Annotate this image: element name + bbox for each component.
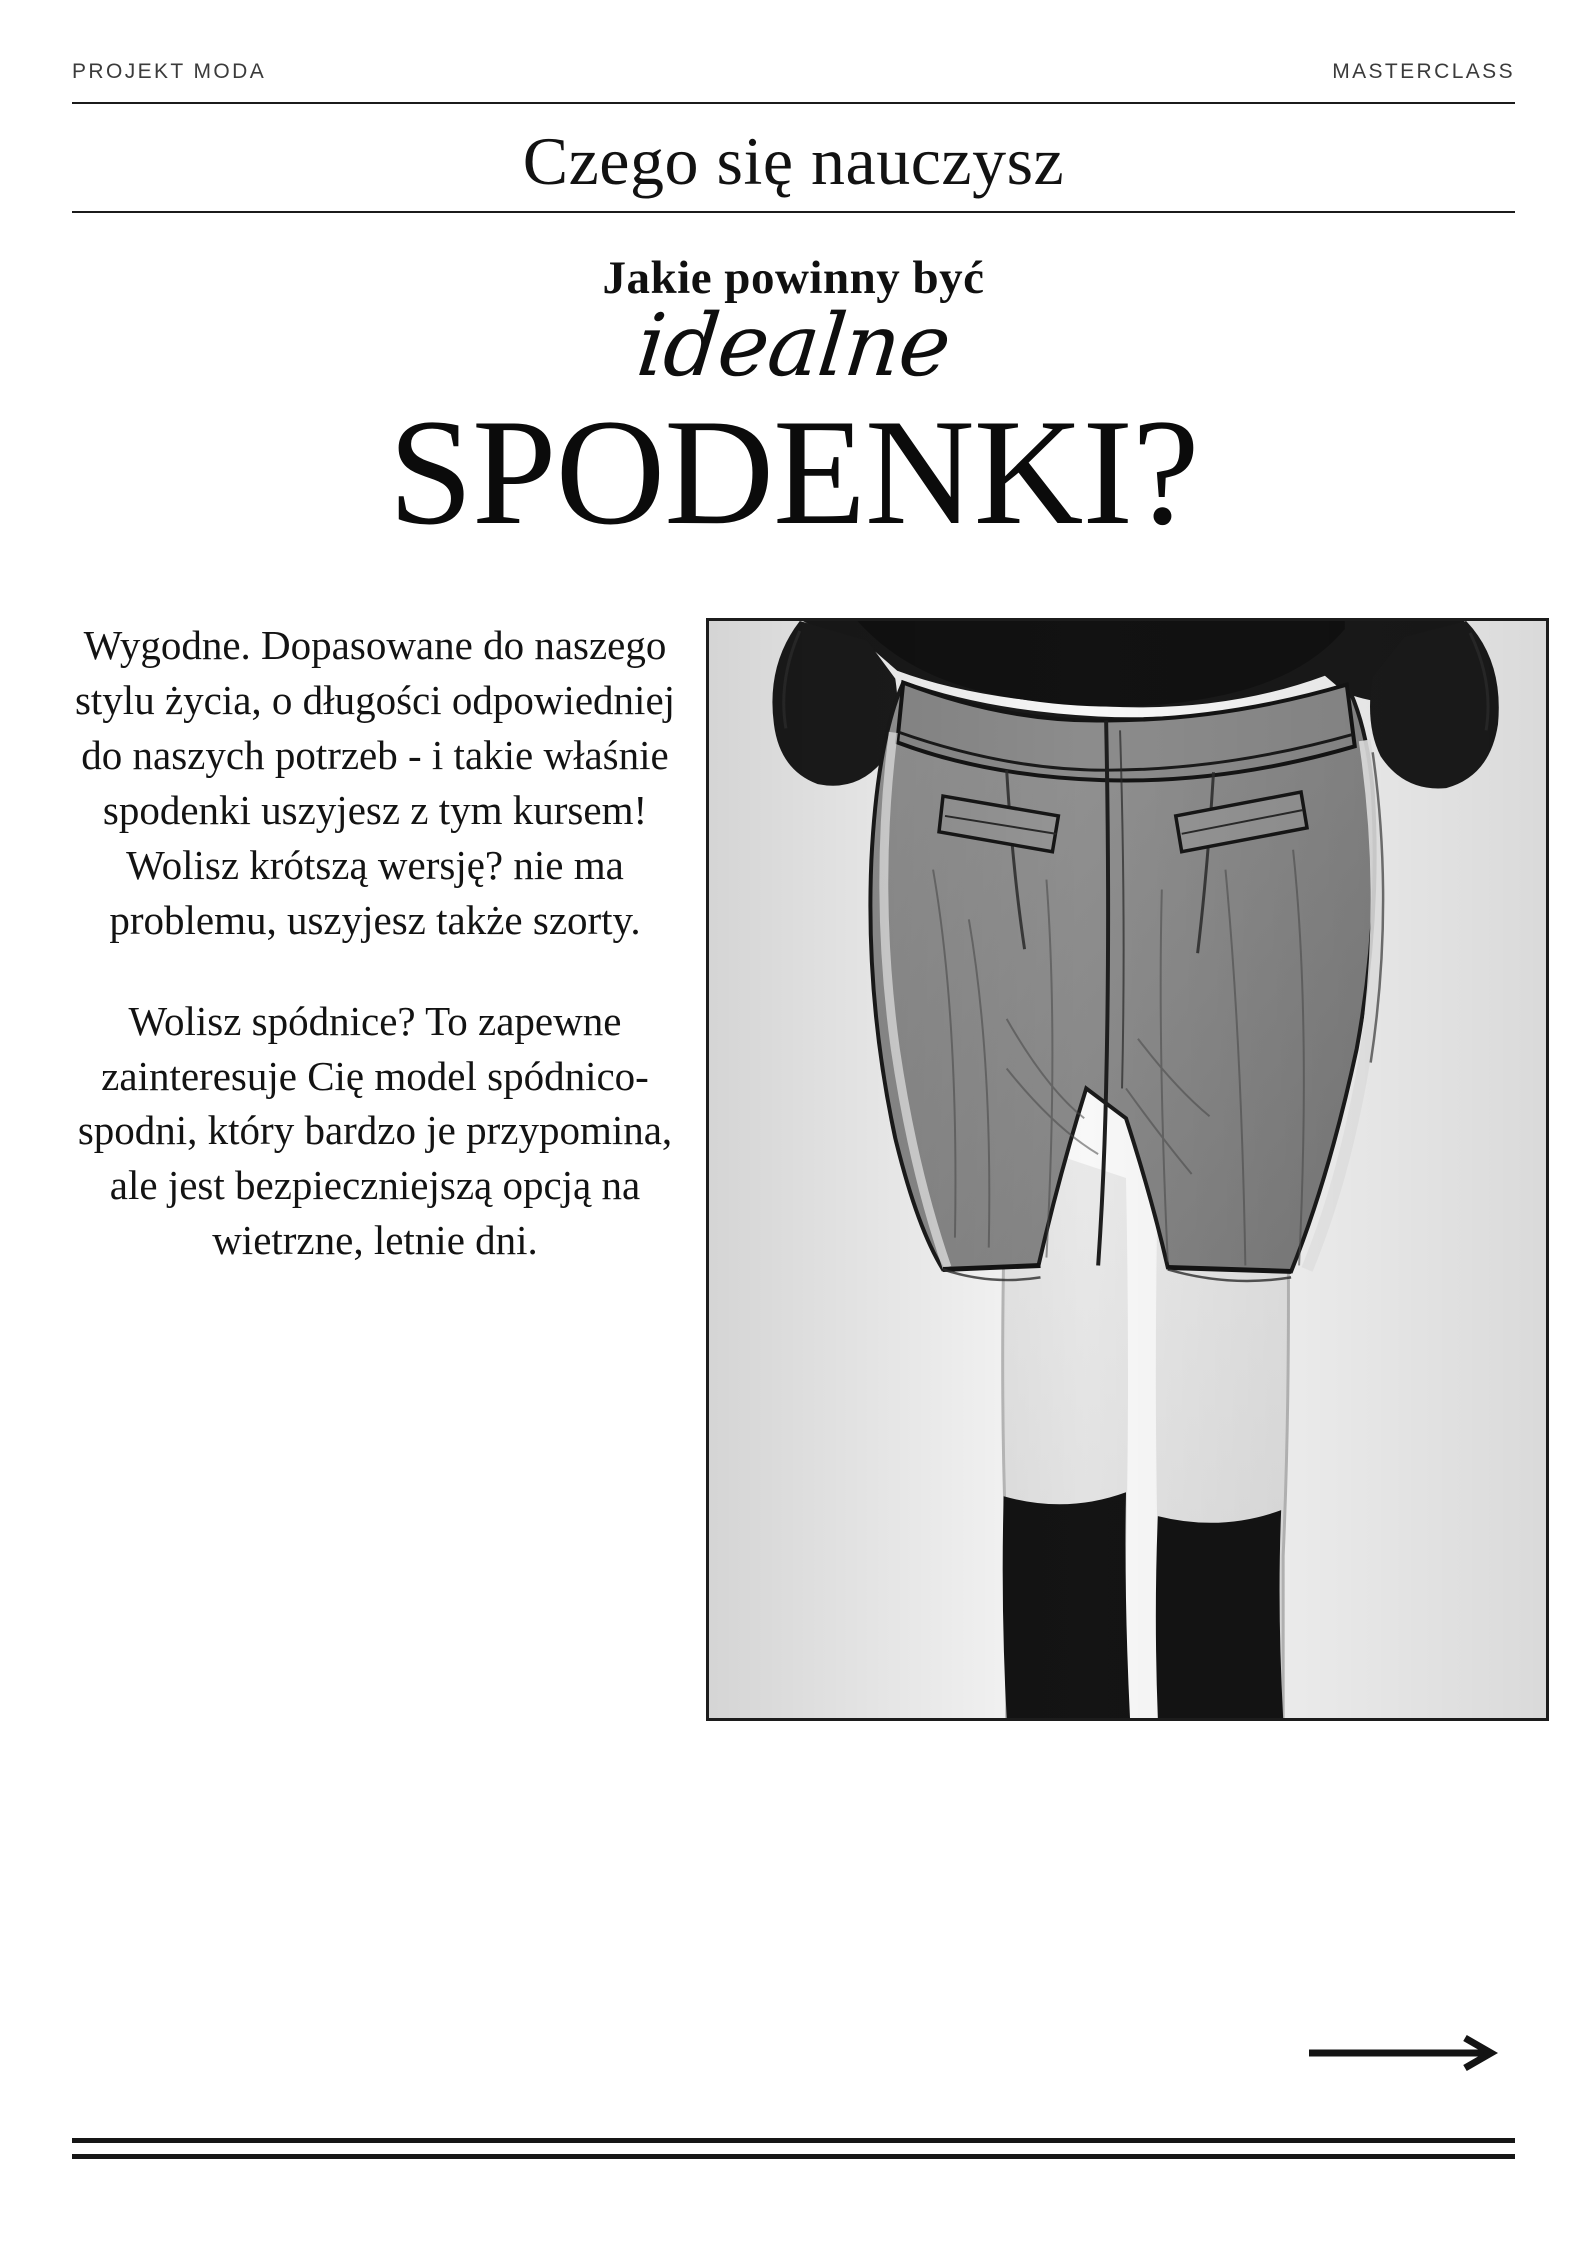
page-header [72,0,1515,84]
text-column [72,618,692,1268]
body-paragraph-1: Wygodne. Dopasowane do naszego stylu życia, o długości odpowiedniej do naszych potrzeb - i takie właśnie spodenki uszyjesz z tym kursem! Wolisz krótszą wersję? nie ma problemu, uszyjesz także szorty. [74,621,676,943]
header-divider-top [72,102,1515,104]
figure-column [706,618,1549,1721]
header-divider-bottom [72,211,1515,213]
footer-rule-2 [72,2154,1515,2159]
next-arrow-button[interactable] [1305,2033,1515,2073]
brand-label: PROJEKT MODA [72,60,267,83]
fashion-sketch-frame [706,618,1549,1721]
headline-main: SPODENKI? [388,388,1199,557]
masterclass-label: MASTERCLASS [1332,60,1515,83]
headline-kicker: Jakie powinny być [602,252,985,305]
page-title: Czego się nauczysz [522,123,1065,199]
content-area [72,618,1515,1721]
headline-block [72,252,1515,557]
body-paragraph-2: Wolisz spódnice? To zapewne zainteresuje Cię model spódnico-spodni, który bardzo je przypomina, ale jest bezpieczniejszą opcją na wietrzne, letnie dni. [77,997,673,1264]
footer-divider [72,2138,1515,2159]
fashion-sketch-illustration [709,621,1546,1718]
headline-script: idealne [632,296,955,397]
arrow-right-icon [1305,2033,1515,2073]
footer-rule-1 [72,2138,1515,2143]
